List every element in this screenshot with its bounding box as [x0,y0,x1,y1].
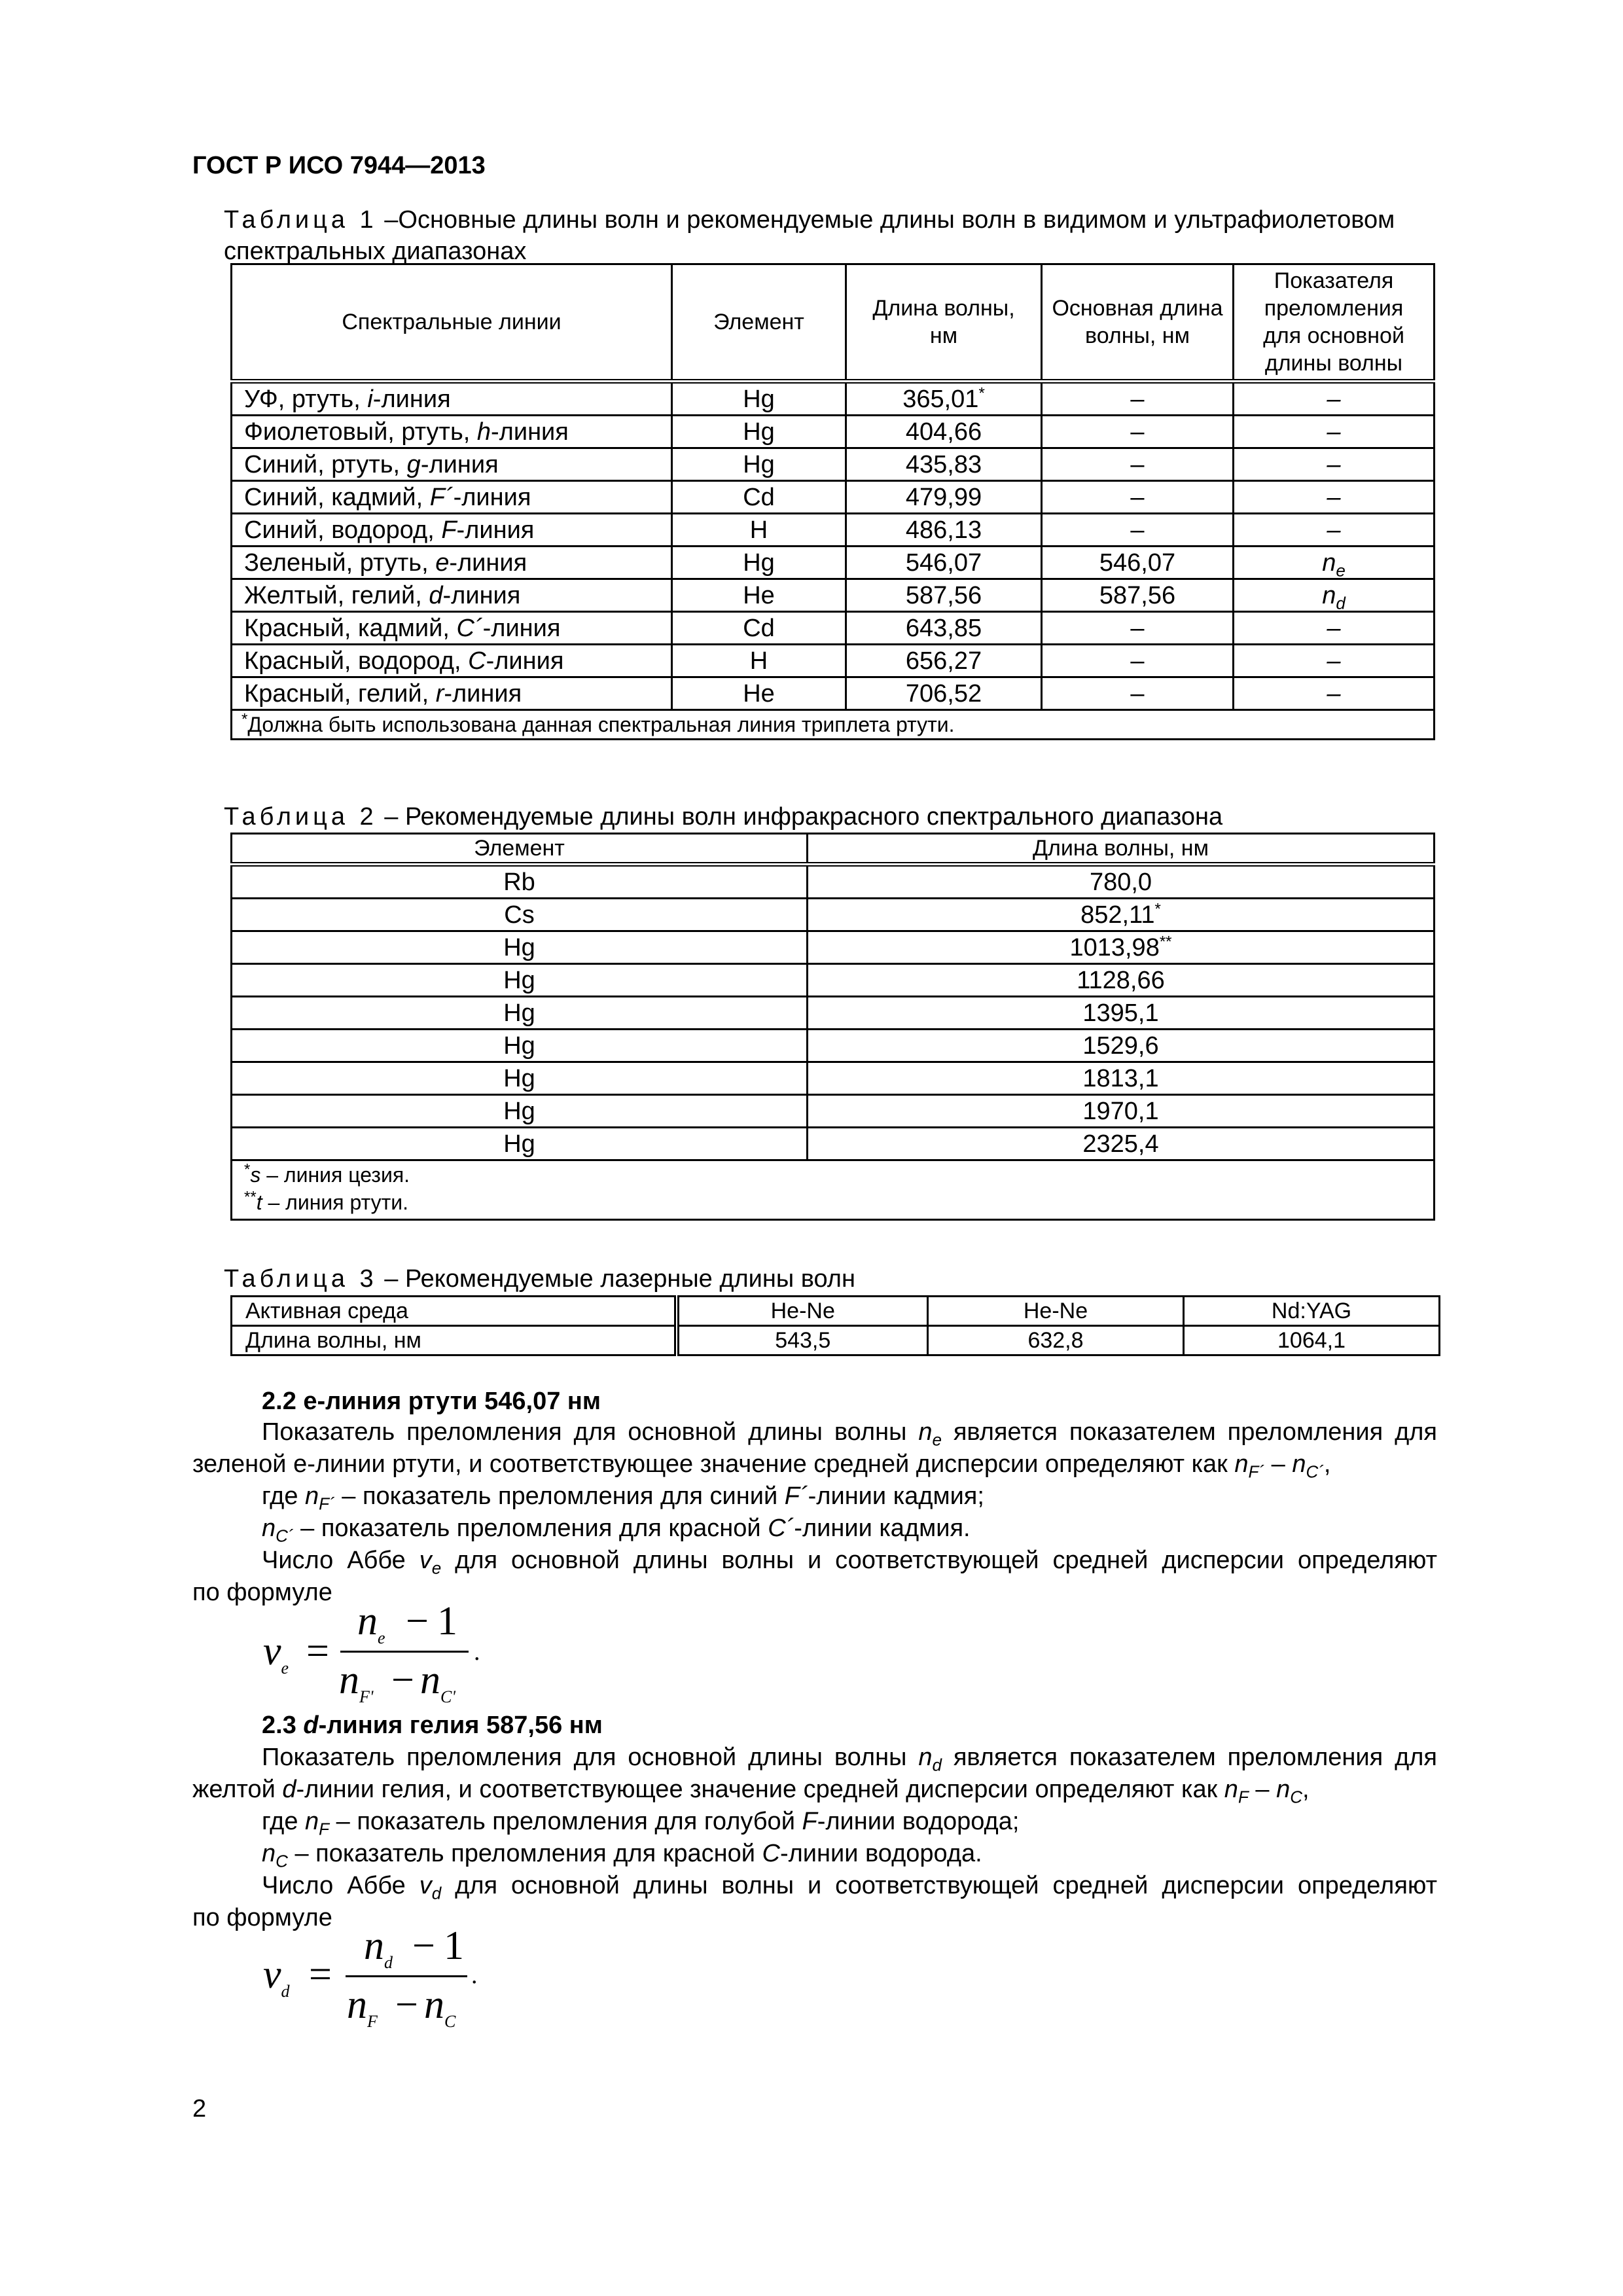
table2-header-cell: Элемент [232,834,808,865]
table1-line-cell [232,645,672,677]
page-number: 2 [192,2095,207,2123]
table1-index-cell [1234,514,1435,547]
text: -линия [449,548,527,577]
table2-header-cell: Длина волны, нм [808,834,1435,865]
formula-one: 1 [444,1924,464,1968]
table1 [230,263,1435,740]
table1-element-cell: H [672,645,846,677]
n-c: $n_C$ [1276,1776,1302,1807]
table2-row [232,1128,1435,1160]
table1-element-cell: Hg [672,547,846,579]
text: Зеленый, ртуть, [244,548,436,577]
table3-caption [224,1263,855,1295]
text: 365,01 [902,385,979,413]
c-prime: C´ [768,1515,794,1542]
table1-row [232,382,1435,416]
text: 546,07 [905,548,982,577]
text: 435,83 [905,450,982,478]
text: – [1327,614,1341,642]
text: – показатель преломления для красной [300,1515,761,1542]
text: 2325,4 [1082,1130,1159,1158]
table2-footnote [232,1160,1435,1220]
text: -линия гелия 587,56 нм [318,1712,603,1739]
formula-nu: $\nu_d$ [263,1952,290,2001]
text: – [1327,647,1341,675]
table2-header-row [232,834,1435,865]
d-letter: d [282,1776,296,1803]
section-2-2-paragraph-1-line2: зеленой е-линии ртути, и соответствующее значение средней дисперсии определяют как $n_{F´} - n_{C´}$, [192,1450,1331,1482]
formula-minus: − [391,1658,414,1702]
table3-cell: Активная среда [232,1297,677,1326]
table1-main-wavelength-cell: – [1042,448,1234,481]
text: Красный, кадмий, [244,614,457,642]
text: -линия [482,614,561,642]
table3-cell: 1064,1 [1184,1326,1440,1355]
table1-footnote [232,710,1435,740]
text: Синий, кадмий, [244,483,430,511]
text: – показатель преломления для синий [342,1482,778,1510]
formula-equals: = [309,1952,332,1997]
section-2-2-title: 2.2 е-линия ртути 546,07 нм [262,1388,601,1415]
table1-line-cell [232,382,672,416]
table1-line-cell [232,416,672,448]
line-letter: C´ [456,614,483,642]
text: Фиолетовый, ртуть, [244,418,477,446]
text: 852,11 [1080,901,1155,929]
table1-header-cell: Основная длина волны, нм [1042,264,1234,382]
text: Число Аббе [262,1872,406,1899]
table3-caption-label: Таблица 3 [224,1265,378,1293]
table1-line-cell [232,481,672,514]
text: -линия [456,516,535,544]
formula-fraction-line [346,1975,467,1977]
section-2-3-where-2 [262,1838,982,1870]
n-f-prime: $n_{F´}$ [305,1482,335,1514]
formula-denominator-nf: $n_F$ [347,1982,378,2031]
line-letter: r [435,679,444,708]
table1-wavelength-cell [846,514,1042,547]
section-2-2-where-1 [262,1480,984,1513]
line-letter: i [367,385,373,413]
subscript: e [1336,560,1346,581]
table3-row [232,1326,1440,1355]
text: 479,99 [905,483,982,511]
formula-minus: − [412,1924,435,1968]
line-letter: g [406,450,421,478]
table1-main-wavelength-cell: 587,56 [1042,579,1234,612]
formula-period: . [474,1638,480,1666]
f-letter: F [802,1808,817,1835]
section-2-3-paragraph-1-line2: желтой d-линии гелия, и соответствующее значение средней дисперсии определяют как $n_F - n_C$, [192,1776,1310,1807]
table1-line-cell [232,514,672,547]
table1-main-wavelength-cell: – [1042,645,1234,677]
section-2-3-abbe [192,1870,1437,1902]
table3 [230,1295,1440,1356]
table1-element-cell: Cd [672,612,846,645]
n-f: $n_F$ [1224,1776,1249,1807]
n-f: $n_F$ [305,1808,330,1839]
table2-row [232,865,1435,899]
table1-row [232,677,1435,710]
table1-wavelength-cell [846,645,1042,677]
table2-footnote-row [232,1160,1435,1220]
table1-main-wavelength-cell: 546,07 [1042,547,1234,579]
text: -линии водорода. [779,1840,982,1867]
table1-wavelength-cell [846,547,1042,579]
text: где [262,1482,298,1510]
section-2-3-where-1 [262,1806,1019,1838]
section-2-2-paragraph-1 [192,1416,1437,1448]
table2-element-cell: Hg [232,1030,808,1062]
footnote-text: – линия ртути. [262,1191,408,1214]
text: -линия [453,483,531,511]
text: – [1327,516,1341,544]
text: -линии кадмия; [808,1482,984,1510]
n-f-prime: $n_{F´}$ [1234,1450,1265,1482]
footnote-text: Должна быть использована данная спектральная линия триплета ртути. [247,713,955,736]
text: Красный, водород, [244,647,469,675]
table1-index-cell [1234,612,1435,645]
table2-row [232,964,1435,997]
table2-wavelength-cell [808,1030,1435,1062]
text: 1529,6 [1082,1031,1159,1060]
text: Красный, гелий, [244,679,436,708]
table1-header-cell: Длина волны, нм [846,264,1042,382]
table1-line-cell [232,612,672,645]
table1-wavelength-cell [846,481,1042,514]
text: -линия [442,581,521,609]
text: зеленой е-линии ртути, и соответствующее значение средней дисперсии определяют как [192,1450,1228,1478]
text: 587,56 [905,581,982,609]
table1-row [232,579,1435,612]
formula-numerator: $n_e$ [357,1599,385,1647]
formula-denominator-nc: $n_{C'}$ [420,1658,455,1706]
table1-wavelength-cell [846,579,1042,612]
table2 [230,833,1435,1221]
table3-cell: Длина волны, нм [232,1326,677,1355]
table2-caption-text: – Рекомендуемые длины волн инфракрасного спектрального диапазона [384,803,1223,831]
table2-caption-label: Таблица 2 [224,803,378,831]
formula-numerator: $n_d$ [364,1924,393,1972]
text: 2.3 [262,1712,296,1739]
text: – [1327,450,1341,478]
table1-index-cell [1234,547,1435,579]
line-letter: e [435,548,450,577]
table1-wavelength-cell [846,416,1042,448]
table1-element-cell: Hg [672,382,846,416]
text: 643,85 [905,614,982,642]
section-2-2-where-2 [262,1513,971,1545]
text: – [1327,385,1341,413]
line-letter: F´ [429,483,454,511]
table2-wavelength-cell [808,899,1435,931]
table2-wavelength-cell [808,865,1435,899]
table2-caption [224,801,1222,833]
table1-header-row [232,264,1435,382]
formula-equals: = [306,1629,329,1674]
v-e: $v_e$ [419,1547,442,1578]
table1-footnote-row [232,710,1435,740]
n-c-prime: $n_{C´}$ [262,1515,294,1546]
footnote-mark: * [244,1160,251,1179]
table1-index-cell [1234,677,1435,710]
text: 656,27 [905,647,982,675]
text: d [303,1712,319,1739]
text: является показателем преломления для [953,1418,1438,1446]
table2-element-cell: Hg [232,1062,808,1095]
text: – показатель преломления для голубой [336,1808,795,1835]
text: 1128,66 [1077,966,1165,994]
formula-fraction-line [340,1651,469,1653]
text: для основной длины волны и соответствующей средней дисперсии определяют [455,1872,1437,1899]
table2-element-cell: Cs [232,899,808,931]
formula-minus: − [406,1599,429,1643]
table1-row [232,547,1435,579]
table1-caption-label: Таблица 1 [224,206,378,234]
text: -линии кадмия. [794,1515,971,1542]
table2-row [232,1095,1435,1128]
table2-element-cell: Hg [232,1128,808,1160]
f-prime: F´ [784,1482,808,1510]
text: n [1322,581,1336,609]
text: – [1327,483,1341,511]
footnote-mark: * [978,384,985,402]
footnote-mark: * [241,710,248,728]
table2-element-cell: Hg [232,997,808,1030]
n-c-prime: $n_{C´}$ [1292,1450,1324,1482]
table3-row [232,1297,1440,1326]
table1-wavelength-cell [846,382,1042,416]
text: 486,13 [905,516,982,544]
n-e: $n_e$ [918,1418,942,1450]
table1-wavelength-cell [846,677,1042,710]
table2-wavelength-cell [808,1095,1435,1128]
section-2-2-formula-intro: по формуле [192,1579,332,1606]
table2-row [232,931,1435,964]
table1-index-cell [1234,579,1435,612]
table2-wavelength-cell [808,997,1435,1030]
table2-element-cell: Hg [232,964,808,997]
section-2-3-title [262,1710,603,1742]
text: 1970,1 [1082,1097,1159,1125]
table1-index-cell [1234,382,1435,416]
table2-row [232,1030,1435,1062]
text: -линии водорода; [817,1808,1020,1835]
table2-element-cell: Hg [232,1095,808,1128]
formula-period: . [471,1962,478,1989]
table1-main-wavelength-cell: – [1042,514,1234,547]
text: – [1327,679,1341,708]
subscript: d [1336,593,1346,613]
table1-wavelength-cell [846,612,1042,645]
section-2-2-abbe [192,1545,1437,1577]
table1-header-cell: Спектральные линии [232,264,672,382]
footnote-text: – линия цезия. [260,1163,410,1187]
line-letter: h [476,418,491,446]
formula-nu: $\nu_e$ [263,1629,289,1677]
text: желтой [192,1776,276,1803]
formula-one: 1 [437,1599,457,1643]
table1-main-wavelength-cell: – [1042,677,1234,710]
table1-header-cell: Элемент [672,264,846,382]
table2-element-cell: Hg [232,931,808,964]
table3-cell: He-Ne [677,1297,928,1326]
footnote-mark: ** [244,1188,257,1206]
section-2-3-paragraph-1 [192,1742,1437,1774]
table1-wavelength-cell [846,448,1042,481]
table1-line-cell [232,677,672,710]
table1-row [232,481,1435,514]
table1-row [232,416,1435,448]
text: – [1327,418,1341,446]
line-letter: F [441,516,457,544]
table1-element-cell: He [672,579,846,612]
table1-index-cell [1234,645,1435,677]
table3-cell: 543,5 [677,1326,928,1355]
text: УФ, ртуть, [244,385,368,413]
table2-footnote-1 [244,1161,1433,1189]
v-d: $v_d$ [419,1872,442,1903]
section-2-3-formula-intro: по формуле [192,1904,332,1931]
text: -линия [486,647,564,675]
text: Синий, ртуть, [244,450,407,478]
table1-line-cell [232,547,672,579]
text: Число Аббе [262,1547,406,1574]
table1-index-cell [1234,481,1435,514]
table2-wavelength-cell [808,1062,1435,1095]
table3-caption-text: – Рекомендуемые лазерные длины волн [384,1265,855,1293]
table1-element-cell: Cd [672,481,846,514]
table1-line-cell [232,579,672,612]
table3-cell: Nd:YAG [1184,1297,1440,1326]
text: Синий, водород, [244,516,442,544]
text: Показатель преломления для основной длины волны [262,1418,907,1446]
text: 1813,1 [1082,1064,1159,1092]
table2-wavelength-cell [808,964,1435,997]
formula-denominator-nc: $n_C$ [424,1982,456,2031]
table2-row [232,997,1435,1030]
line-letter: d [429,581,443,609]
footnote-mark: ** [1159,932,1172,950]
table1-row [232,612,1435,645]
table1-caption-text: –Основные длины волн и рекомендуемые длины волн в видимом и ультрафиолетовом спектральных диапазонах [224,206,1395,265]
table1-main-wavelength-cell: – [1042,416,1234,448]
table1-element-cell: Hg [672,448,846,481]
text: -линии гелия, и соответствующее значение средней дисперсии определяют как [296,1776,1218,1803]
table1-row [232,645,1435,677]
table2-footnote-2 [244,1189,1433,1216]
text: Желтый, гелий, [244,581,429,609]
footnote-mark: * [1154,899,1161,918]
table1-main-wavelength-cell: – [1042,612,1234,645]
table1-index-cell [1234,416,1435,448]
text: 1395,1 [1082,999,1159,1027]
text: для основной длины волны и соответствующей средней дисперсии определяют [455,1547,1437,1574]
table1-caption [224,204,1435,267]
table2-wavelength-cell [808,1128,1435,1160]
table1-element-cell: He [672,677,846,710]
table2-wavelength-cell [808,931,1435,964]
table3-cell: 632,8 [928,1326,1184,1355]
text: 780,0 [1089,868,1152,896]
formula-denominator-nf: $n_{F'}$ [339,1658,374,1706]
text: Показатель преломления для основной длины волны [262,1744,907,1771]
table1-row [232,514,1435,547]
table1-main-wavelength-cell: – [1042,382,1234,416]
table1-row [232,448,1435,481]
table1-element-cell: H [672,514,846,547]
line-letter: C [468,647,486,675]
table1-line-cell [232,448,672,481]
n-c: $n_C$ [262,1840,288,1871]
footnote-italic: s [250,1163,261,1187]
c-letter: C [762,1840,780,1867]
text: -линия [372,385,451,413]
table2-row [232,1062,1435,1095]
n-d: $n_d$ [918,1744,942,1775]
table3-cell: He-Ne [928,1297,1184,1326]
formula-minus: − [395,1982,418,2027]
text: 706,52 [905,679,982,708]
text: -линия [491,418,569,446]
text: где [262,1808,298,1835]
text: является показателем преломления для [953,1744,1438,1771]
table1-index-cell [1234,448,1435,481]
text: n [1322,548,1336,577]
table1-header-cell: Показателя преломления для основной длины волны [1234,264,1435,382]
text: 1013,98 [1069,933,1160,961]
text: 404,66 [905,418,982,446]
table1-main-wavelength-cell: – [1042,481,1234,514]
document-header: ГОСТ Р ИСО 7944—2013 [192,152,486,179]
text: -линия [420,450,499,478]
footnote-italic: t [256,1191,262,1214]
table1-element-cell: Hg [672,416,846,448]
text: -линия [444,679,522,708]
table2-row [232,899,1435,931]
table2-element-cell: Rb [232,865,808,899]
text: – показатель преломления для красной [294,1840,755,1867]
